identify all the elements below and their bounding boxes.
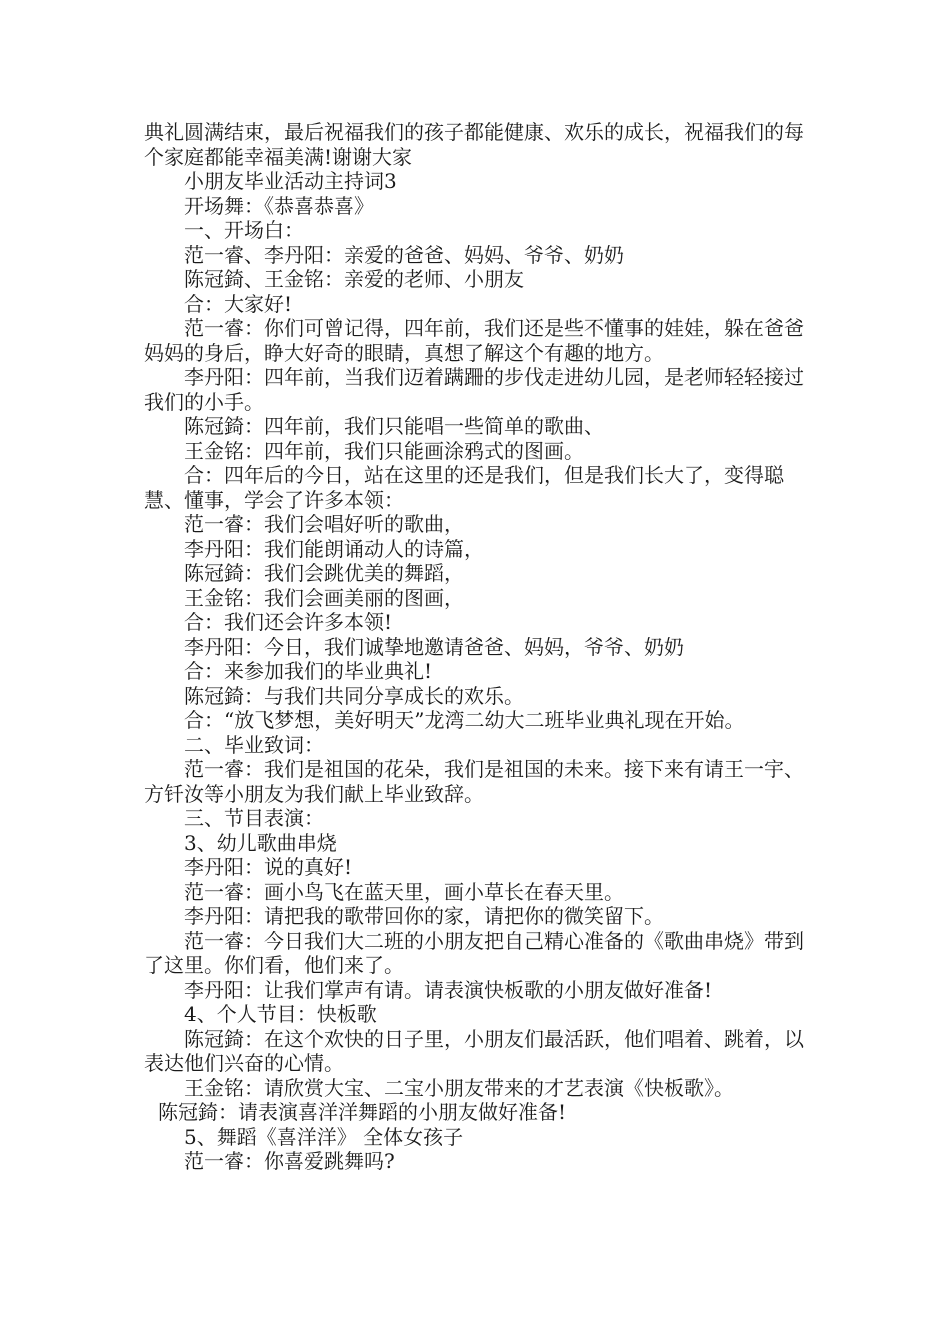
paragraph: 陈冠錡：请表演喜洋洋舞蹈的小朋友做好准备! — [158, 1100, 567, 1124]
paragraph: 合：来参加我们的毕业典礼! — [184, 659, 433, 683]
paragraph: 李丹阳：今日，我们诚挚地邀请爸爸、妈妈，爷爷、奶奶 — [184, 634, 684, 659]
paragraph: 李丹阳：说的真好! — [184, 855, 353, 879]
paragraph: 范一睿：我们会唱好听的歌曲， — [184, 512, 464, 536]
paragraph: 开场舞：《恭喜恭喜》 — [184, 193, 374, 218]
paragraph: 3、幼儿歌曲串烧 — [184, 830, 337, 855]
paragraph: 范一睿、李丹阳：亲爱的爸爸、妈妈、爷爷、奶奶 — [184, 242, 624, 267]
paragraph: 王金铭：四年前，我们只能画涂鸦式的图画。 — [184, 438, 584, 463]
paragraph: 陈冠錡：在这个欢快的日子里，小朋友们最活跃，他们唱着、跳着，以表达他们兴奋的心情。 — [144, 1026, 804, 1075]
paragraph: 李丹阳：四年前，当我们迈着蹒跚的步伐走进幼儿园，是老师轻轻接过我们的小手。 — [144, 365, 804, 414]
paragraph: 4、个人节目：快板歌 — [184, 1002, 377, 1026]
paragraph: 一、开场白： — [184, 218, 304, 242]
paragraph: 二、毕业致词： — [184, 732, 324, 757]
paragraph: 陈冠錡：四年前，我们只能唱一些简单的歌曲、 — [184, 414, 604, 438]
paragraph: 合：四年后的今日，站在这里的还是我们，但是我们长大了，变得聪慧、懂事，学会了许多本领： — [144, 463, 784, 512]
paragraph: 范一睿：今日我们大二班的小朋友把自己精心准备的《歌曲串烧》带到了这里。你们看，他们来了。 — [144, 928, 804, 977]
paragraph: 范一睿：你们可曾记得，四年前，我们还是些不懂事的娃娃，躲在爸爸妈妈的身后，睁大好奇的眼睛，真想了解这个有趣的地方。 — [144, 316, 804, 365]
paragraph: 陈冠錡：与我们共同分享成长的欢乐。 — [184, 683, 524, 708]
paragraph: 范一睿：你喜爱跳舞吗? — [184, 1149, 395, 1173]
paragraph: 合：我们还会许多本领! — [184, 610, 393, 634]
paragraph: 范一睿：我们是祖国的花朵，我们是祖国的未来。接下来有请王一宇、方钎汝等小朋友为我们献上毕业致辞。 — [144, 757, 804, 806]
paragraph: 三、节目表演： — [184, 806, 324, 830]
paragraph: 李丹阳：请把我的歌带回你的家，请把你的微笑留下。 — [184, 904, 664, 928]
paragraph: 李丹阳：我们能朗诵动人的诗篇， — [184, 536, 484, 561]
paragraph: 5、舞蹈《喜洋洋》 全体女孩子 — [184, 1124, 464, 1149]
document-page — [144, 120, 812, 1174]
paragraph: 陈冠錡：我们会跳优美的舞蹈， — [184, 561, 464, 585]
paragraph: 合：大家好! — [184, 291, 293, 316]
paragraph: 王金铭：我们会画美丽的图画， — [184, 585, 464, 610]
paragraph: 典礼圆满结束，最后祝福我们的孩子都能健康、欢乐的成长，祝福我们的每个家庭都能幸福美满!谢谢大家 — [144, 120, 804, 169]
paragraph: 陈冠錡、王金铭：亲爱的老师、小朋友 — [184, 267, 524, 291]
paragraph: 小朋友毕业活动主持词3 — [184, 169, 397, 193]
paragraph: 王金铭：请欣赏大宝、二宝小朋友带来的才艺表演《快板歌》。 — [184, 1075, 734, 1100]
paragraph: 合：“放飞梦想，美好明天”龙湾二幼大二班毕业典礼现在开始。 — [184, 708, 745, 732]
paragraph: 范一睿：画小鸟飞在蓝天里，画小草长在春天里。 — [184, 879, 624, 904]
paragraph: 李丹阳：让我们掌声有请。请表演快板歌的小朋友做好准备! — [184, 977, 713, 1002]
